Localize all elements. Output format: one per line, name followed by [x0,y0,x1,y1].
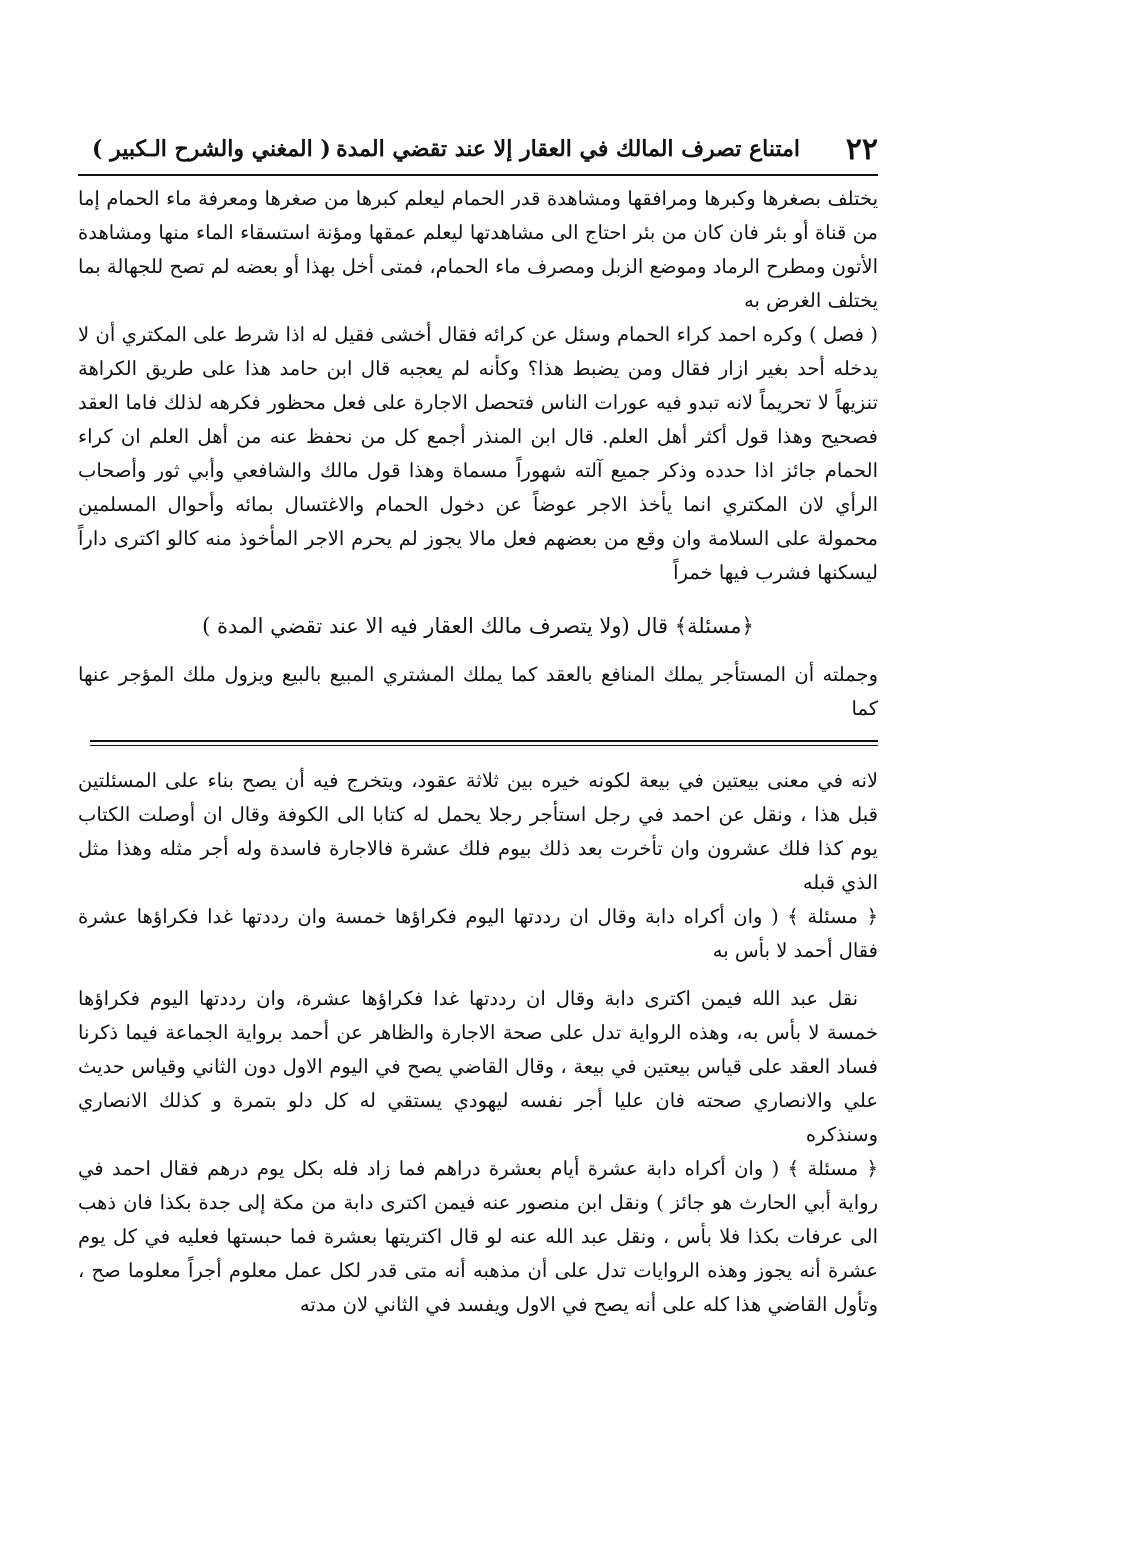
book-title: ( المغني والشرح الـكبير ) [92,136,331,162]
page-header [78,128,878,176]
book-page [78,128,878,1322]
running-title: امتناع تصرف المالك في العقار إلا عند تقضي المدة [336,136,800,162]
paragraph-fasl-hammam: ( فصل ) وكره احمد كراء الحمام وسئل عن كرائه فقال أخشى فقيل له اذا شرط على المكتري أن لا يدخله أحد بغير ازار فقال ومن يضبط هذا؟ وكأنه لم يعجبه قال ابن حامد هذا على طريق الكراهة تنزيهاً لا تحريماً لانه تبدو فيه عورات الناس فتحصل الاجارة على فعل محظور فكرهه لذلك فاما العقد فصحيح وهذا قول أكثر أهل العلم. قال ابن المنذر أجمع كل من نحفظ عنه من أهل العلم ان كراء الحمام جائز اذا حدده وذكر جميع آلته شهوراً مسماة وهذا قول مالك والشافعي وأبي ثور وأصحاب الرأي لان المكتري انما يأخذ الاجر عوضاً عن دخول الحمام والاغتسال بمائه وأحوال المسلمين محمولة على السلامة وان وقع من بعضهم فعل مالا يجوز لم يحرم الاجر المأخوذ منه كالو اكترى داراً ليسكنها فشرب فيها خمراً [78,323,878,584]
commentary-paragraph-2: نقل عبد الله فيمن اكترى دابة وقال ان رددتها غدا فكراؤها عشرة، وان رددتها اليوم فكراؤها خمسة لا بأس به، وهذه الرواية تدل على صحة الاجارة والظاهر عن أحمد برواية الجماعة فيما ذكرنا فساد العقد على قياس بيعتين في بيعة ، وقال القاضي يصح في اليوم الاول دون الثاني وقياس حديث علي والانصاري صحته فان عليا أجر نفسه ليهودي يستقي له كل دلو بتمرة و كذلك الانصاري وسنذكره [78,987,878,1146]
paragraph-hammam-description: يختلف بصغرها وكبرها ومرافقها ومشاهدة قدر الحمام ليعلم كبرها من صغرها ومعرفة ماء الحمام إما من قناة أو بئر فان كان من بئر احتاج الى مشاهدتها ليعلم عمقها ومؤنة استسقاء الماء منها ومشاهدة الأتون ومطرح الرماد وموضع الزبل ومصرف ماء الحمام، فمتى أخل بهذا أو بعضه لم تصح للجهالة بما يختلف الغرض به [78,187,878,312]
commentary-text [78,764,878,1322]
page-number: ٢٢ [845,132,878,167]
paragraph-explanation: وجملته أن المستأجر يملك المنافع بالعقد كما يملك المشتري المبيع بالبيع ويزول ملك المؤجر عنها كما [78,663,878,720]
masala-heading: ﴿مسئلة﴾ قال (ولا يتصرف مالك العقار فيه الا عند تقضي المدة ) [202,614,754,638]
main-text [78,182,878,726]
commentary-masala-rent-animal: ﴿ مسئلة ﴾ ( وان أكراه دابة وقال ان رددتها اليوم فكراؤها خمسة وان رددتها غدا فكراؤها عشرة فقال أحمد لا بأس به [78,905,878,962]
commentary-paragraph-1: لانه في معنى بيعتين في بيعة لكونه خيره بين ثلاثة عقود، ويتخرج فيه أن يصح بناء على المسئلتين قبل هذا ، ونقل عن احمد في رجل استأجر رجلا يحمل له كتابا الى الكوفة وقال ان أوصلت الكتاب يوم كذا فلك عشرون وان تأخرت بعد ذلك بيوم فلك عشرة فالاجارة فاسدة وله أجر مثله وهذا مثل الذي قبله [78,769,878,894]
commentary-masala-ten-days: ﴿ مسئلة ﴾ ( وان أكراه دابة عشرة أيام بعشرة دراهم فما زاد فله بكل يوم درهم فقال احمد في رواية أبي الحارث هو جائز ) ونقل ابن منصور عنه فيمن اكترى دابة من مكة إلى جدة بكذا فان ذهب الى عرفات بكذا فلا بأس ، ونقل عبد الله عنه لو قال اكتريتها بعشرة فما حبستها فعليه في كل يوم عشرة أنه يجوز وهذه الروايات تدل على أن مذهبه أنه متى قدر لكل عمل معلوم أجراً معلوما صح ، وتأول القاضي هذا كله على أنه يصح في الاول ويفسد في الثاني لان مدته [78,1157,878,1316]
section-divider [90,740,878,746]
